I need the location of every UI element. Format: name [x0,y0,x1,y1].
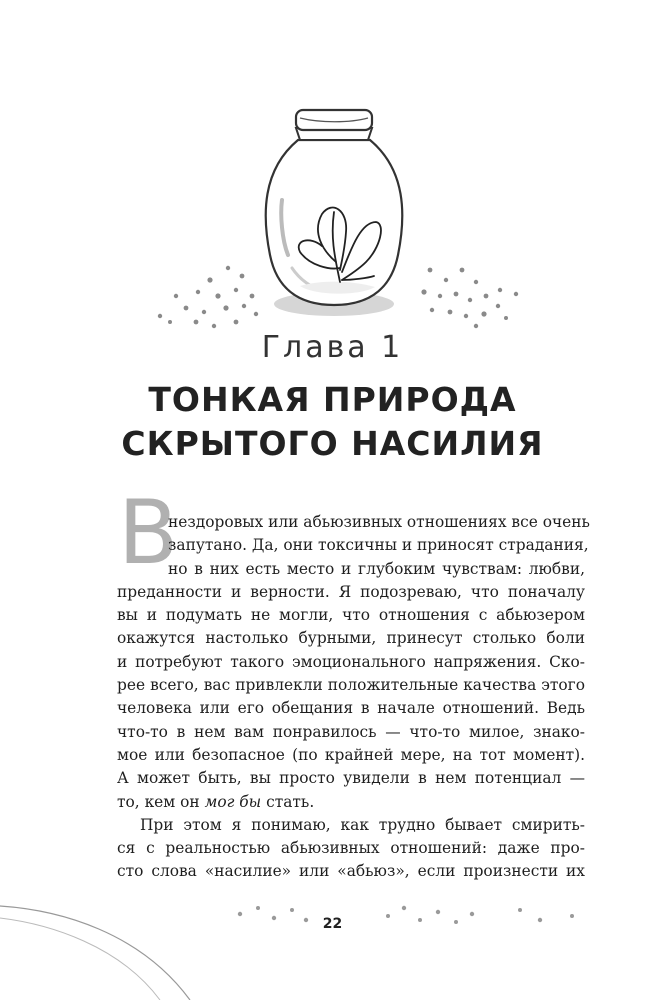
chapter-title [0,378,665,466]
body-text [117,511,590,884]
jar-body [266,140,403,305]
text-line: ся с реальностью абьюзивных отношений: даже про- [117,839,585,858]
text-line: что-то в нем вам понравилось — что-то милое, знако- [117,722,585,741]
text-line: сто слова «насилие» или «абьюз», если произнести их [117,862,585,881]
text-line: окажутся настолько бурными, принесут столько боли [117,629,585,648]
text-line: рее всего, вас привлекли положительные качества этого [117,676,585,695]
chapter-label: Глава 1 [261,330,404,365]
jar-butterfly-illustration [0,0,665,340]
text-line: человека или его обещания в начале отношений. Ведь [117,699,585,718]
chapter-title-line: ТОНКАЯ ПРИРОДА [148,380,517,419]
text-line: А может быть, вы просто увидели в нем потенциал — [117,769,585,788]
text-line: нездоровых или абьюзивных отношениях все очень [168,513,590,531]
text-line: запутано. Да, они токсичны и приносят страдания, [168,536,589,555]
text-line: При этом я понимаю, как трудно бывает смирить- [140,815,585,834]
italic-phrase: мог бы [204,792,262,811]
text-line: мое или безопасное (по крайней мере, на тот момент). [117,745,585,764]
footer-decoration [0,880,665,1000]
decorative-dots-right [421,268,518,329]
text-line: и потребуют такого эмоционального напряжения. Ско- [117,652,585,671]
text-fragment: то, кем он [117,792,205,811]
drop-cap: В [118,481,179,584]
text-fragment: стать. [261,792,315,811]
text-line-last [117,791,585,814]
page-number: 22 [322,916,343,932]
decorative-dots-left [158,266,258,328]
chapter-title-line: СКРЫТОГО НАСИЛИЯ [121,424,544,463]
text-line: но в них есть место и глубоким чувствам: любви, [168,559,585,578]
text-line: преданности и верности. Я подозреваю, что поначалу [117,582,585,601]
text-line: вы и подумать не могли, что отношения с абьюзером [117,606,585,625]
